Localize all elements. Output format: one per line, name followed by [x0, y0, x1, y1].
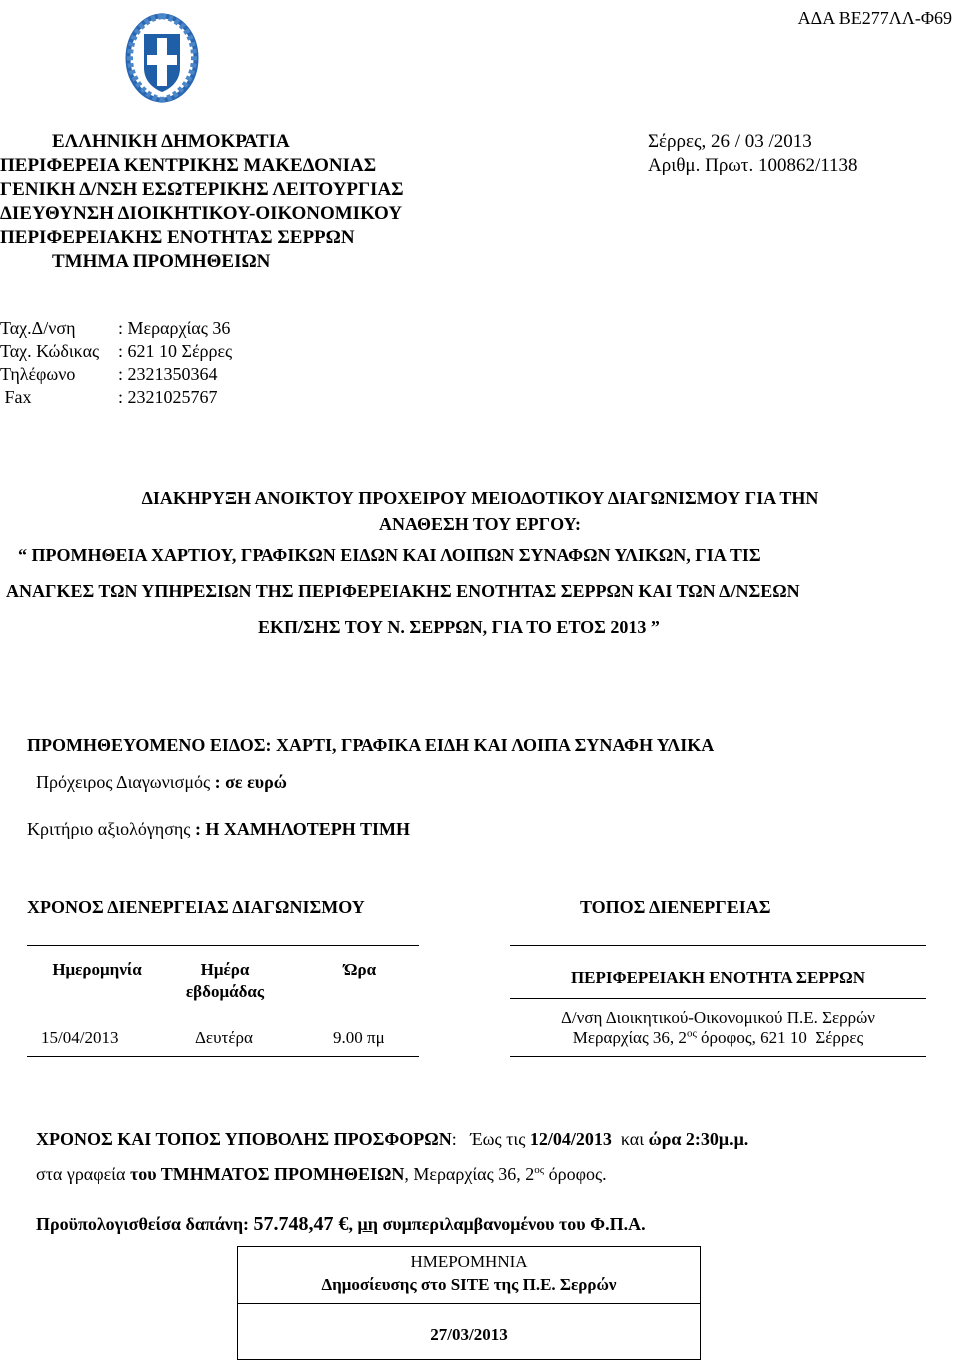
publication-subheading: Δημοσίευσης στο SITE της Π.Ε. Σερρών: [321, 1275, 617, 1294]
tender-label: Πρόχειρος Διαγωνισμός: [36, 772, 211, 792]
submission-place-text: στα γραφεία: [36, 1164, 130, 1184]
table-cell-day: Δευτέρα: [195, 1028, 253, 1047]
venue-department: Δ/νση Διοικητικού-Οικονομικού Π.Ε. Σερρών: [561, 1008, 875, 1027]
issuer-line: ΠΕΡΙΦΕΡΕΙΑΚΗΣ ΕΝΟΤΗΤΑΣ ΣΕΡΡΩΝ: [0, 227, 355, 248]
table-cell-time: 9.00 πμ: [333, 1028, 385, 1047]
contact-value: : Μεραρχίας 36: [118, 318, 231, 338]
publication-date: 27/03/2013: [430, 1325, 508, 1344]
issuer-line: ΔΙΕΥΘΥΝΣΗ ΔΙΟΙΚΗΤΙΚΟΥ-ΟΙΚΟΝΟΜΙΚΟΥ: [0, 203, 403, 224]
notice-title-line: ΔΙΑΚΗΡΥΞΗ ΑΝΟΙΚΤΟΥ ΠΡΟΧΕΙΡΟΥ ΜΕΙΟΔΟΤΙΚΟΥ ΔΙΑΓΩΝΙΣΜΟΥ ΓΙΑ ΤΗΝ: [141, 488, 819, 508]
greek-coat-of-arms-icon: [122, 8, 202, 104]
venue-address-text: Μεραρχίας 36, 2: [572, 1028, 687, 1047]
budget-line: [27, 1192, 646, 1236]
contact-row: [0, 340, 232, 363]
protocol-number: Αριθμ. Πρωτ. 100862/1138: [648, 155, 858, 176]
schedule-heading: ΧΡΟΝΟΣ ΔΙΕΝΕΡΓΕΙΑΣ ΔΙΑΓΩΝΙΣΜΟΥ: [27, 897, 365, 917]
criterion-value: : Η ΧΑΜΗΛΟΤΕΡΗ ΤΙΜΗ: [194, 819, 410, 839]
table-cell-date: 15/04/2013: [41, 1028, 119, 1047]
table-border: [510, 1056, 926, 1057]
contact-label: Ταχ.Δ/νση: [0, 318, 76, 338]
submission-office: του ΤΜΗΜΑΤΟΣ ΠΡΟΜΗΘΕΙΩΝ: [129, 1164, 405, 1184]
contact-row: [0, 386, 232, 409]
submission-place-text: όροφος.: [544, 1164, 607, 1184]
submission-place: [27, 1143, 607, 1185]
issuer-line: ΠΕΡΙΦΕΡΕΙΑ ΚΕΝΤΡΙΚΗΣ ΜΑΚΕΔΟΝΙΑΣ: [0, 155, 377, 176]
venue-address: [510, 1028, 926, 1048]
notice-title-line: ΕΚΠ/ΣΗΣ ΤΟΥ Ν. ΣΕΡΡΩΝ, ΓΙΑ ΤΟ ΕΤΟΣ 2013 ”: [258, 617, 660, 637]
publication-heading: ΗΜΕΡΟΜΗΝΙΑ: [410, 1252, 528, 1271]
ordinal-suffix: ος: [534, 1164, 545, 1176]
budget-sep: ,: [348, 1214, 358, 1234]
col-header-time: Ώρα: [343, 960, 377, 979]
table-border: [510, 945, 926, 946]
col-header-day: Ημέρα: [200, 960, 250, 979]
venue-address-text: όροφος, 621 10 Σέρρες: [696, 1028, 864, 1047]
notice-title-line: ΑΝΑΓΚΕΣ ΤΩΝ ΥΠΗΡΕΣΙΩΝ ΤΗΣ ΠΕΡΙΦΕΡΕΙΑΚΗΣ ΕΝΟΤΗΤΑΣ ΣΕΡΡΩΝ ΚΑΙ ΤΩΝ Δ/ΝΣΕΩΝ: [6, 581, 800, 601]
submission-label: ΧΡΟΝΟΣ ΚΑΙ ΤΟΠΟΣ ΥΠΟΒΟΛΗΣ ΠΡΟΣΦΟΡΩΝ: [36, 1129, 452, 1149]
award-criterion: [27, 819, 410, 840]
table-border: [510, 998, 926, 999]
contact-value: : 2321025767: [118, 387, 218, 407]
table-border: [237, 1303, 700, 1304]
budget-label: Προϋπολογισθείσα δαπάνη:: [36, 1214, 254, 1234]
criterion-label: Κριτήριο αξιολόγησης: [27, 819, 191, 839]
budget-amount: 57.748,47 €: [253, 1213, 349, 1235]
tender-value: : σε ευρώ: [214, 772, 287, 792]
venue-heading: ΤΟΠΟΣ ΔΙΕΝΕΡΓΕΙΑΣ: [580, 897, 771, 917]
tender-type: [36, 772, 287, 793]
contact-row: [0, 363, 232, 386]
col-header-date: Ημερομηνία: [52, 960, 142, 979]
submission-time-label: ώρα: [648, 1129, 682, 1149]
contact-value: : 621 10 Σέρρες: [118, 341, 233, 361]
submission-place-text: , Μεραρχίας 36, 2: [404, 1164, 535, 1184]
ordinal-suffix: ος: [686, 1027, 697, 1040]
issuer-header: [0, 130, 440, 274]
table-border: [27, 945, 419, 946]
submission-date: 12/04/2013: [529, 1129, 612, 1149]
budget-not: μη: [357, 1214, 378, 1234]
contact-label: Τηλέφωνο: [0, 364, 76, 384]
issuer-line: ΤΜΗΜΑ ΠΡΟΜΗΘΕΙΩΝ: [52, 251, 271, 272]
notice-title-line: ΑΝΑΘΕΣΗ ΤΟΥ ΕΡΓΟΥ:: [379, 514, 581, 534]
contact-info: [0, 317, 232, 409]
ada-code: ΑΔΑ ΒΕ277ΛΛ-Φ69: [797, 8, 952, 28]
issuer-line: ΕΛΛΗΝΙΚΗ ΔΗΜΟΚΡΑΤΙΑ: [52, 131, 290, 152]
issuer-line: ΓΕΝΙΚΗ Δ/ΝΣΗ ΕΣΩΤΕΡΙΚΗΣ ΛΕΙΤΟΥΡΓΙΑΣ: [0, 179, 404, 200]
table-border: [27, 1056, 419, 1057]
contact-row: [0, 317, 232, 340]
contact-value: : 2321350364: [118, 364, 218, 384]
col-header-day: εβδομάδας: [185, 982, 265, 1001]
venue-name: ΠΕΡΙΦΕΡΕΙΑΚΗ ΕΝΟΤΗΤΑ ΣΕΡΡΩΝ: [570, 968, 866, 987]
procured-item: ΠΡΟΜΗΘΕΥΟΜΕΝΟ ΕΙΔΟΣ: ΧΑΡΤΙ, ΓΡΑΦΙΚΑ ΕΙΔΗ ΚΑΙ ΛΟΙΠΑ ΣΥΝΑΦΗ ΥΛΙΚΑ: [27, 735, 715, 755]
submission-text: και: [611, 1129, 649, 1149]
contact-label: Ταχ. Κώδικας: [0, 341, 100, 361]
budget-vat-note: συμπεριλαμβανομένου του Φ.Π.Α.: [377, 1214, 646, 1234]
submission-text: : Έως τις: [451, 1129, 530, 1149]
contact-label: Fax: [0, 387, 32, 407]
place-date: Σέρρες, 26 / 03 /2013: [648, 131, 812, 152]
notice-title-line: “ ΠΡΟΜΗΘΕΙΑ ΧΑΡΤΙΟΥ, ΓΡΑΦΙΚΩΝ ΕΙΔΩΝ ΚΑΙ ΛΟΙΠΩΝ ΣΥΝΑΦΩΝ ΥΛΙΚΩΝ, ΓΙΑ ΤΙΣ: [18, 545, 761, 565]
submission-time: 2:30μ.μ.: [681, 1129, 749, 1149]
